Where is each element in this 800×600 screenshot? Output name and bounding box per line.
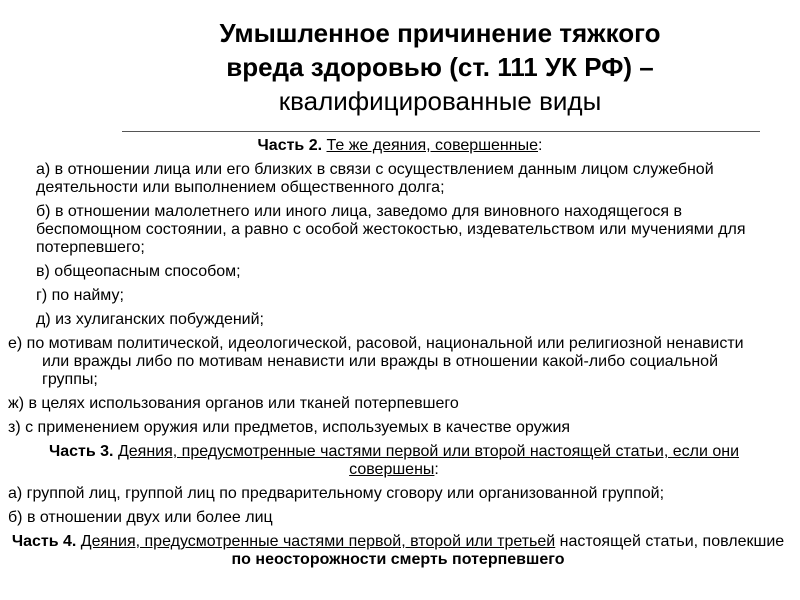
- part3-label: Часть 3.: [48, 443, 114, 460]
- part2-heading: [0, 137, 800, 155]
- part4-text-bold: по неосторожности смерть потерпевшего: [231, 551, 565, 568]
- part2-item-b: б) в отношении малолетнего или иного лица, заведомо для виновного находящегося в беспомощном состоянии, а равно с особой жестокостью, издевательством или мучениями для потерпевшего;: [36, 203, 746, 256]
- part2-item-zh: ж) в целях использования органов или тканей потерпевшего: [8, 395, 459, 412]
- part4-label: Часть 4.: [11, 533, 77, 550]
- slide-body: [0, 136, 800, 569]
- title-line-3: квалифицированные виды: [278, 86, 602, 116]
- part4-text-plain: настоящей статьи, повлекшие: [555, 533, 785, 550]
- part3-text: Деяния, предусмотренные частями первой или второй настоящей статьи, если они совершены: [117, 443, 740, 478]
- part3-heading: [0, 443, 800, 479]
- part2-item-z: з) с применением оружия или предметов, используемых в качестве оружия: [8, 419, 571, 436]
- title-line-1: Умышленное причинение тяжкого: [219, 18, 661, 48]
- title-divider: [122, 131, 760, 132]
- part2-item-e: е) по мотивам политической, идеологической, расовой, национальной или религиозной ненависти или вражды либо по мотивам ненависти или вражды в отношении какой-либо социальной группы;: [8, 335, 744, 388]
- part2-item-v: в) общеопасным способом;: [36, 263, 241, 280]
- part3-item-b: б) в отношении двух или более лиц: [8, 509, 273, 526]
- part2-item-a: а) в отношении лица или его близких в связи с осуществлением данным лицом служебной деятельности или выполнением общественного долга;: [36, 161, 714, 196]
- slide-title: [120, 16, 760, 118]
- part3-suffix: :: [434, 461, 439, 478]
- part4-paragraph: [0, 533, 800, 569]
- part2-text: Те же деяния, совершенные: [326, 137, 538, 154]
- part2-item-g: г) по найму;: [36, 287, 124, 304]
- part4-text-underlined: Деяния, предусмотренные частями первой, второй или третьей: [80, 533, 556, 550]
- part2-item-d: д) из хулиганских побуждений;: [36, 311, 264, 328]
- part3-item-a: а) группой лиц, группой лиц по предварительному сговору или организованной группой;: [8, 485, 665, 502]
- part2-suffix: :: [538, 137, 543, 154]
- title-line-2: вреда здоровью (ст. 111 УК РФ) –: [226, 52, 654, 82]
- part2-label: Часть 2.: [257, 137, 323, 154]
